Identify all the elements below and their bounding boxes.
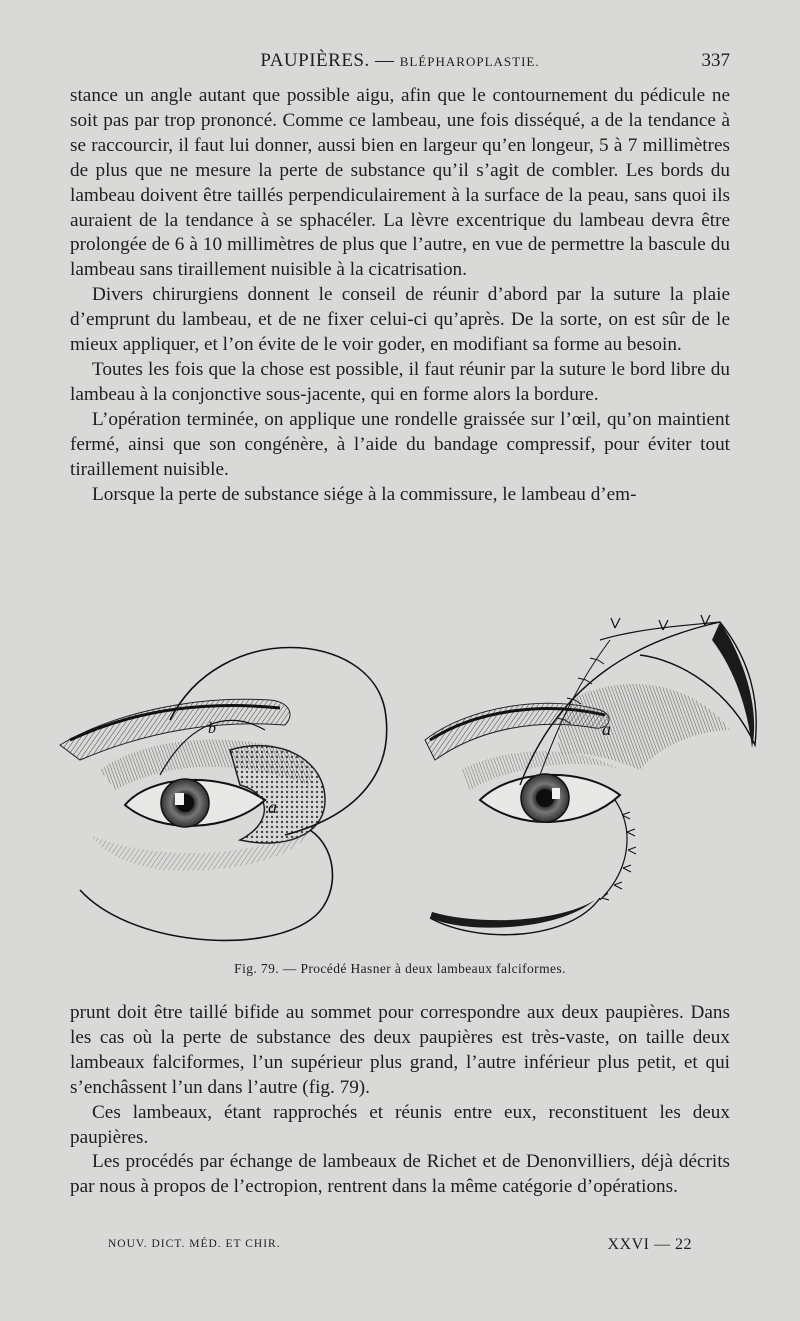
paragraph: Ces lambeaux, étant rapprochés et réunis entre eux, reconstituent les deux paupières. [70, 1101, 730, 1148]
paragraph: Divers chirurgiens donnent le conseil de réunir d’abord par la suture la plaie d’emprunt du lambeau, et de ne fixer celui-ci qu’après. De la sorte, on est sûr de le mieux appliquer, et l’on évite de le voir goder, en modifiant sa forme au besoin. [70, 284, 730, 356]
page-footer [108, 1236, 692, 1258]
body-text-top [70, 84, 730, 507]
paragraph: L’opération terminée, on applique une rondelle graissée sur l’œil, qu’on maintient fermé, ainsi que son congénère, à l’aide du bandage compressif, pour éviter tout tiraillement nuisible. [70, 408, 730, 480]
left-eye [60, 648, 387, 941]
footer-signature: NOUV. DICT. MÉD. ET CHIR. [108, 1238, 281, 1250]
paragraph: Les procédés par échange de lambeaux de Richet et de Denonvilliers, déjà décrits par nous à propos de l’ectropion, rentrent dans la même catégorie d’opérations. [70, 1151, 730, 1198]
paragraph-continued: prunt doit être taillé bifide au sommet pour correspondre aux deux paupières. Dans les cas où la perte de substance des deux paupières est très-vaste, on taille deux lambeaux falciformes, l’un supérieur plus grand, l’autre inférieur plus petit, et qui s’enchâssent l’un dans l’autre (fig. 79). [70, 1002, 730, 1098]
right-eye [425, 615, 756, 935]
paragraph: Toutes les fois que la chose est possible, il faut réunir par la suture le bord libre du lambeau à la conjonctive sous-jacente, qui en forme alors la bordure. [70, 358, 730, 405]
footer-volume: XXVI — 22 [607, 1236, 692, 1253]
figure-caption: Fig. 79. — Procédé Hasner à deux lambeaux falciformes. [234, 961, 566, 976]
page-number: 337 [701, 50, 730, 71]
label-b-left: b [208, 720, 216, 737]
figure-79-illustration [40, 600, 770, 960]
eye-engraving [40, 600, 770, 960]
section-title: PAUPIÈRES. [260, 50, 370, 71]
label-a-right: a [602, 719, 611, 739]
title-dash: — [375, 50, 395, 71]
running-head-title [70, 50, 730, 72]
label-a-left: a [268, 797, 277, 817]
section-subtitle: BLÉPHAROPLASTIE. [399, 54, 540, 69]
paragraph-continued: stance un angle autant que possible aigu, afin que le contournement du pédicule ne soit pas par trop prononcé. Comme ce lambeau, une fois disséqué, a de la tendance à se raccourcir, il faut lui donner, aussi bien en largeur qu’en longeur, 5 à 7 millimètres de plus que ne mesure la perte de substance qu’il s’agit de combler. Les bords du lambeau doivent être taillés perpendiculairement à la surface de la peau, sans quoi ils auraient de la tendance à se sphacéler. La lèvre excentrique du lambeau devra être prolongée de 6 à 10 millimètres de plus que l’autre, en vue de permettre la bascule du lambeau sans tiraillement nuisible à la cicatrisation. [70, 85, 730, 281]
paragraph: Lorsque la perte de substance siége à la commissure, le lambeau d’em- [92, 483, 637, 505]
body-text-bottom [70, 1001, 730, 1200]
running-head [70, 50, 730, 74]
